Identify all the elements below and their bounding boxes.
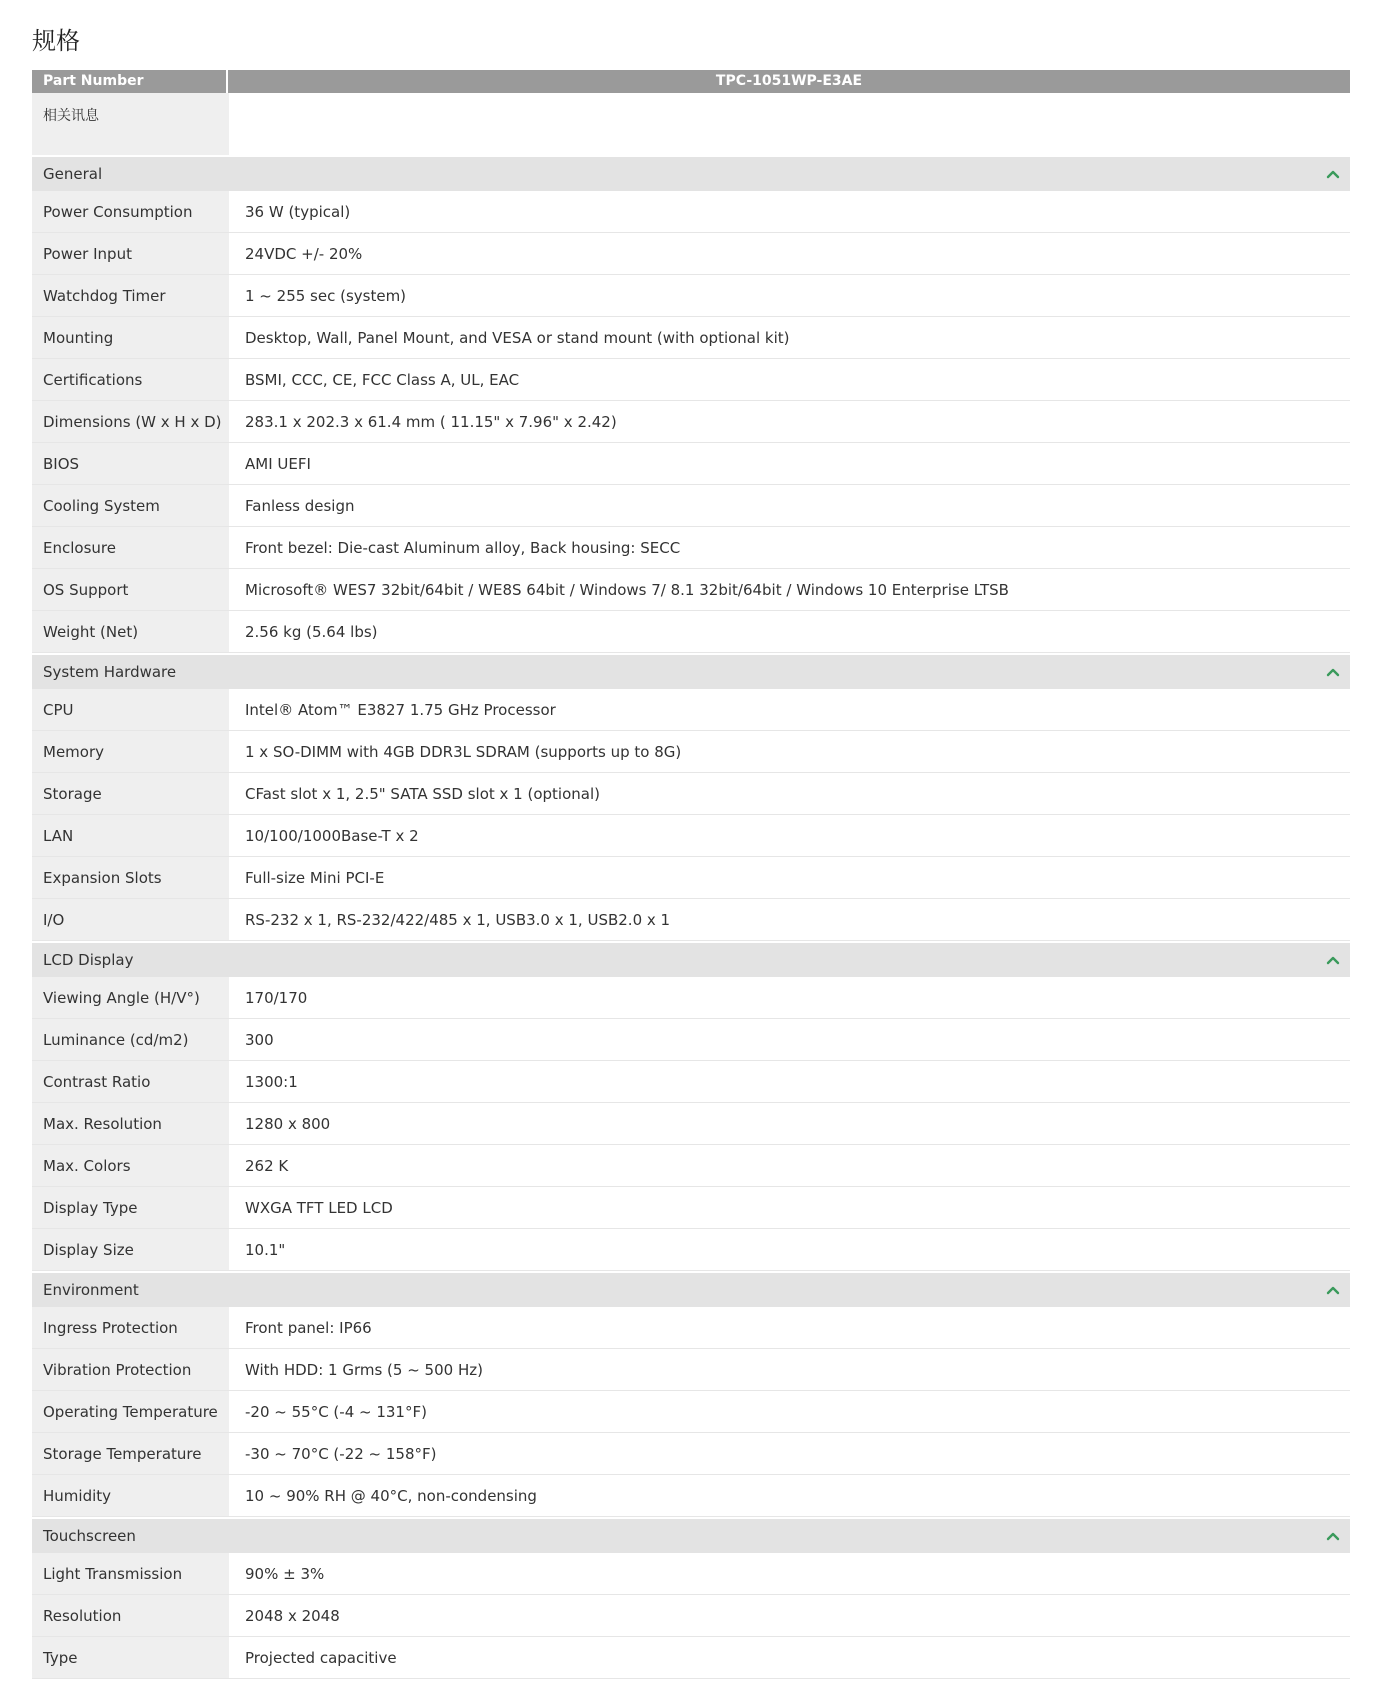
spec-label: Power Consumption [32, 191, 229, 232]
spec-value: With HDD: 1 Grms (5 ~ 500 Hz) [245, 1361, 483, 1379]
spec-row [32, 1433, 1350, 1475]
spec-value: 24VDC +/- 20% [245, 245, 363, 263]
spec-label: I/O [32, 899, 229, 940]
part-number-row [32, 70, 1350, 93]
spec-label: Max. Colors [32, 1145, 229, 1186]
spec-label: Storage [32, 773, 229, 814]
spec-value: 300 [245, 1031, 274, 1049]
spec-row [32, 1637, 1350, 1679]
spec-label: Max. Resolution [32, 1103, 229, 1144]
part-number-label: Part Number [32, 70, 228, 93]
spec-row [32, 1187, 1350, 1229]
spec-value: RS-232 x 1, RS-232/422/485 x 1, USB3.0 x 1, USB2.0 x 1 [245, 911, 671, 929]
spec-row [32, 1307, 1350, 1349]
spec-label: Vibration Protection [32, 1349, 229, 1390]
related-info-row [32, 93, 1350, 155]
spec-value: Microsoft® WES7 32bit/64bit / WE8S 64bit / Windows 7/ 8.1 32bit/64bit / Windows 10 Enterprise LTSB [245, 581, 1009, 599]
section-header-system-hardware[interactable] [32, 655, 1350, 689]
spec-label: Mounting [32, 317, 229, 358]
spec-value: 283.1 x 202.3 x 61.4 mm ( 11.15" x 7.96" x 2.42) [245, 413, 617, 431]
section-title: Touchscreen [43, 1527, 136, 1545]
spec-label: Humidity [32, 1475, 229, 1516]
spec-row [32, 485, 1350, 527]
spec-value: Front panel: IP66 [245, 1319, 372, 1337]
spec-label: Display Type [32, 1187, 229, 1228]
chevron-up-icon[interactable] [1326, 951, 1340, 969]
spec-value: BSMI, CCC, CE, FCC Class A, UL, EAC [245, 371, 520, 389]
chevron-up-icon[interactable] [1326, 165, 1340, 183]
spec-row [32, 1145, 1350, 1187]
section-title: LCD Display [43, 951, 134, 969]
spec-row [32, 1475, 1350, 1517]
spec-label: Watchdog Timer [32, 275, 229, 316]
spec-row [32, 401, 1350, 443]
spec-row [32, 443, 1350, 485]
spec-row [32, 977, 1350, 1019]
spec-label: Storage Temperature [32, 1433, 229, 1474]
section-header-touchscreen[interactable] [32, 1519, 1350, 1553]
spec-label: Light Transmission [32, 1553, 229, 1594]
spec-label: Viewing Angle (H/V°) [32, 977, 229, 1018]
spec-row [32, 233, 1350, 275]
section-header-general[interactable] [32, 157, 1350, 191]
spec-row [32, 527, 1350, 569]
spec-label: Display Size [32, 1229, 229, 1270]
spec-value: AMI UEFI [245, 455, 311, 473]
spec-value: Intel® Atom™ E3827 1.75 GHz Processor [245, 701, 556, 719]
section-title: System Hardware [43, 663, 177, 681]
spec-row [32, 1229, 1350, 1271]
spec-value: 10 ~ 90% RH @ 40°C, non-condensing [245, 1487, 537, 1505]
spec-row [32, 569, 1350, 611]
spec-label: Luminance (cd/m2) [32, 1019, 229, 1060]
page-title: 规格 [32, 27, 80, 55]
spec-value: Fanless design [245, 497, 355, 515]
spec-row [32, 275, 1350, 317]
spec-label: Cooling System [32, 485, 229, 526]
spec-row [32, 773, 1350, 815]
spec-label: Weight (Net) [32, 611, 229, 652]
spec-label: Type [32, 1637, 229, 1678]
spec-label: LAN [32, 815, 229, 856]
spec-label: BIOS [32, 443, 229, 484]
spec-value: Desktop, Wall, Panel Mount, and VESA or stand mount (with optional kit) [245, 329, 790, 347]
spec-value: 10/100/1000Base-T x 2 [245, 827, 419, 845]
spec-label: Expansion Slots [32, 857, 229, 898]
spec-value: CFast slot x 1, 2.5" SATA SSD slot x 1 (optional) [245, 785, 600, 803]
spec-value: Full-size Mini PCI-E [245, 869, 385, 887]
spec-label: Contrast Ratio [32, 1061, 229, 1102]
spec-value: 170/170 [245, 989, 308, 1007]
spec-label: Power Input [32, 233, 229, 274]
spec-value: 36 W (typical) [245, 203, 351, 221]
spec-row [32, 191, 1350, 233]
spec-row [32, 1391, 1350, 1433]
spec-value: 90% ± 3% [245, 1565, 325, 1583]
spec-label: OS Support [32, 569, 229, 610]
spec-row [32, 359, 1350, 401]
spec-value: 2.56 kg (5.64 lbs) [245, 623, 378, 641]
spec-label: Enclosure [32, 527, 229, 568]
spec-value: 1 ~ 255 sec (system) [245, 287, 407, 305]
spec-row [32, 731, 1350, 773]
related-info-value [229, 93, 1350, 155]
spec-value: 262 K [245, 1157, 289, 1175]
section-title: General [43, 165, 103, 183]
spec-table [32, 70, 1350, 1679]
spec-row [32, 611, 1350, 653]
spec-row [32, 1019, 1350, 1061]
spec-value: 2048 x 2048 [245, 1607, 340, 1625]
spec-value: -20 ~ 55°C (-4 ~ 131°F) [245, 1403, 427, 1421]
spec-label: CPU [32, 689, 229, 730]
spec-row [32, 689, 1350, 731]
part-number-value: TPC-1051WP-E3AE [715, 73, 863, 89]
spec-value: 1300:1 [245, 1073, 298, 1091]
spec-row [32, 815, 1350, 857]
related-info-label: 相关讯息 [32, 93, 229, 155]
spec-label: Dimensions (W x H x D) [32, 401, 229, 442]
spec-value: -30 ~ 70°C (-22 ~ 158°F) [245, 1445, 437, 1463]
spec-value: WXGA TFT LED LCD [245, 1199, 393, 1217]
spec-row [32, 317, 1350, 359]
spec-row [32, 1349, 1350, 1391]
spec-label: Ingress Protection [32, 1307, 229, 1348]
section-title: Environment [43, 1281, 139, 1299]
spec-value: 1 x SO-DIMM with 4GB DDR3L SDRAM (supports up to 8G) [245, 743, 682, 761]
chevron-up-icon[interactable] [1326, 1527, 1340, 1545]
spec-row [32, 1553, 1350, 1595]
spec-label: Memory [32, 731, 229, 772]
section-header-lcd-display[interactable] [32, 943, 1350, 977]
chevron-up-icon[interactable] [1326, 1281, 1340, 1299]
section-header-environment[interactable] [32, 1273, 1350, 1307]
spec-sections [32, 157, 1350, 1679]
spec-row [32, 1061, 1350, 1103]
chevron-up-icon[interactable] [1326, 663, 1340, 681]
spec-row [32, 857, 1350, 899]
spec-label: Operating Temperature [32, 1391, 229, 1432]
spec-value: 10.1" [245, 1241, 286, 1259]
spec-row [32, 899, 1350, 941]
spec-label: Resolution [32, 1595, 229, 1636]
spec-value: 1280 x 800 [245, 1115, 331, 1133]
spec-value: Projected capacitive [245, 1649, 397, 1667]
spec-label: Certifications [32, 359, 229, 400]
spec-row [32, 1595, 1350, 1637]
spec-value: Front bezel: Die-cast Aluminum alloy, Back housing: SECC [245, 539, 681, 557]
spec-row [32, 1103, 1350, 1145]
